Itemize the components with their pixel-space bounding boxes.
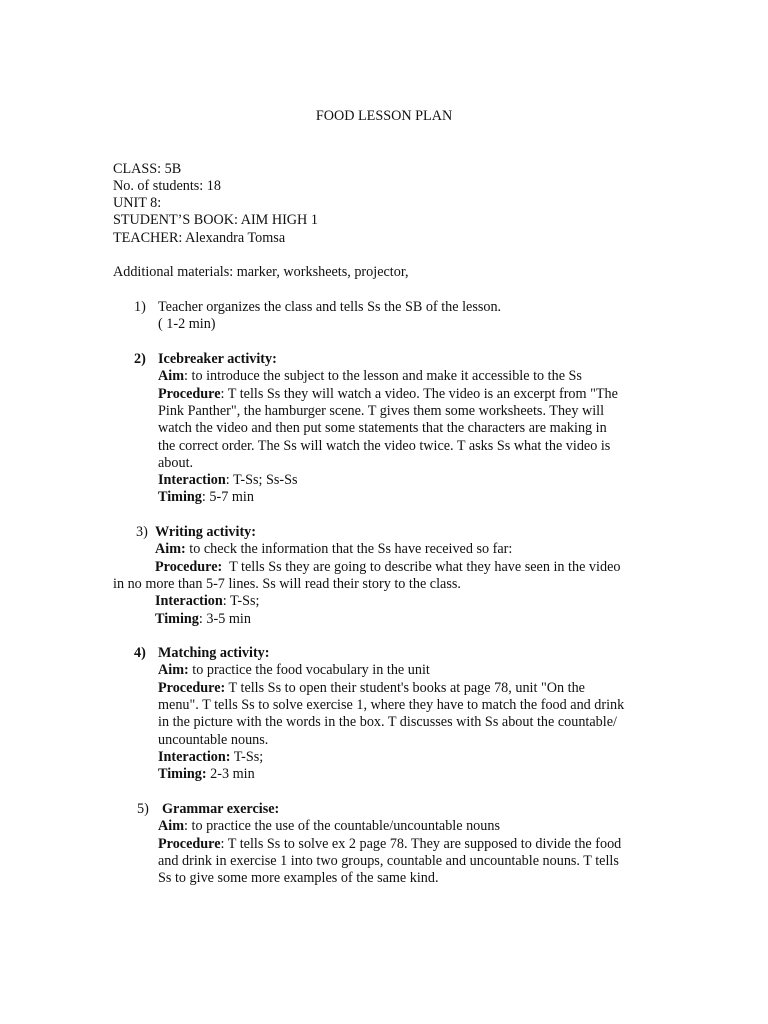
step5-procedure-cont: and drink in exercise 1 into two groups, countable and uncountable nouns. T tells [158,853,619,869]
step2-heading: Icebreaker activity: [158,351,277,367]
step4-procedure: Procedure: T tells Ss to open their student's books at page 78, unit "On the [158,680,585,696]
step5-procedure: Procedure: T tells Ss to solve ex 2 page 78. They are supposed to divide the food [158,836,622,852]
step4-aim: Aim: to practice the food vocabulary in the unit [158,662,430,678]
step2-procedure-cont: watch the video and then put some statements that the characters are making in [158,420,607,436]
step3-number: 3) [136,524,148,540]
teacher-line: TEACHER: Alexandra Tomsa [113,230,286,246]
step4-procedure-cont: in the picture with the words in the box. T discusses with Ss about the countable/ [158,714,617,730]
step1-time: ( 1-2 min) [158,316,216,332]
step2-procedure-cont: Pink Panther", the hamburger scene. T gives them some worksheets. They will [158,403,605,419]
step4-interaction: Interaction: T-Ss; [158,749,264,765]
step5-number: 5) [137,801,149,817]
materials-line: Additional materials: marker, worksheets, projector, [113,264,409,280]
step4-heading: Matching activity: [158,645,270,661]
step5-procedure-cont: Ss to give some more examples of the same kind. [158,870,439,886]
step3-aim: Aim: to check the information that the Ss have received so far: [155,541,513,557]
step5-aim: Aim: to practice the use of the countable/uncountable nouns [158,818,500,834]
step2-procedure-cont: the correct order. The Ss will watch the video twice. T asks Ss what the video is [158,438,611,454]
page-title: FOOD LESSON PLAN [315,108,453,124]
unit-line: UNIT 8: [113,195,162,211]
step4-number: 4) [134,645,146,661]
step3-procedure-cont: in no more than 5-7 lines. Ss will read their story to the class. [113,576,461,592]
step3-heading: Writing activity: [155,524,257,540]
students-line: No. of students: 18 [113,178,221,194]
class-line: CLASS: 5B [113,161,182,177]
step1-number: 1) [134,299,146,315]
step4-timing: Timing: 2-3 min [158,766,255,782]
step1-text: Teacher organizes the class and tells Ss the SB of the lesson. [158,299,502,315]
book-line: STUDENT’S BOOK: AIM HIGH 1 [113,212,318,228]
step3-interaction: Interaction: T-Ss; [155,593,260,609]
step2-procedure-cont: about. [158,455,194,471]
step2-procedure: Procedure: T tells Ss they will watch a video. The video is an excerpt from "The [158,386,618,402]
step3-procedure: Procedure: T tells Ss they are going to describe what they have seen in the video [155,559,621,575]
step2-number: 2) [134,351,146,367]
step2-interaction: Interaction: T-Ss; Ss-Ss [158,472,298,488]
step3-timing: Timing: 3-5 min [155,611,251,627]
step4-procedure-cont: uncountable nouns. [158,732,269,748]
step2-timing: Timing: 5-7 min [158,489,254,505]
step4-procedure-cont: menu". T tells Ss to solve exercise 1, where they have to match the food and drink [158,697,625,713]
step5-heading: Grammar exercise: [162,801,280,817]
step2-aim: Aim: to introduce the subject to the lesson and make it accessible to the Ss [158,368,582,384]
